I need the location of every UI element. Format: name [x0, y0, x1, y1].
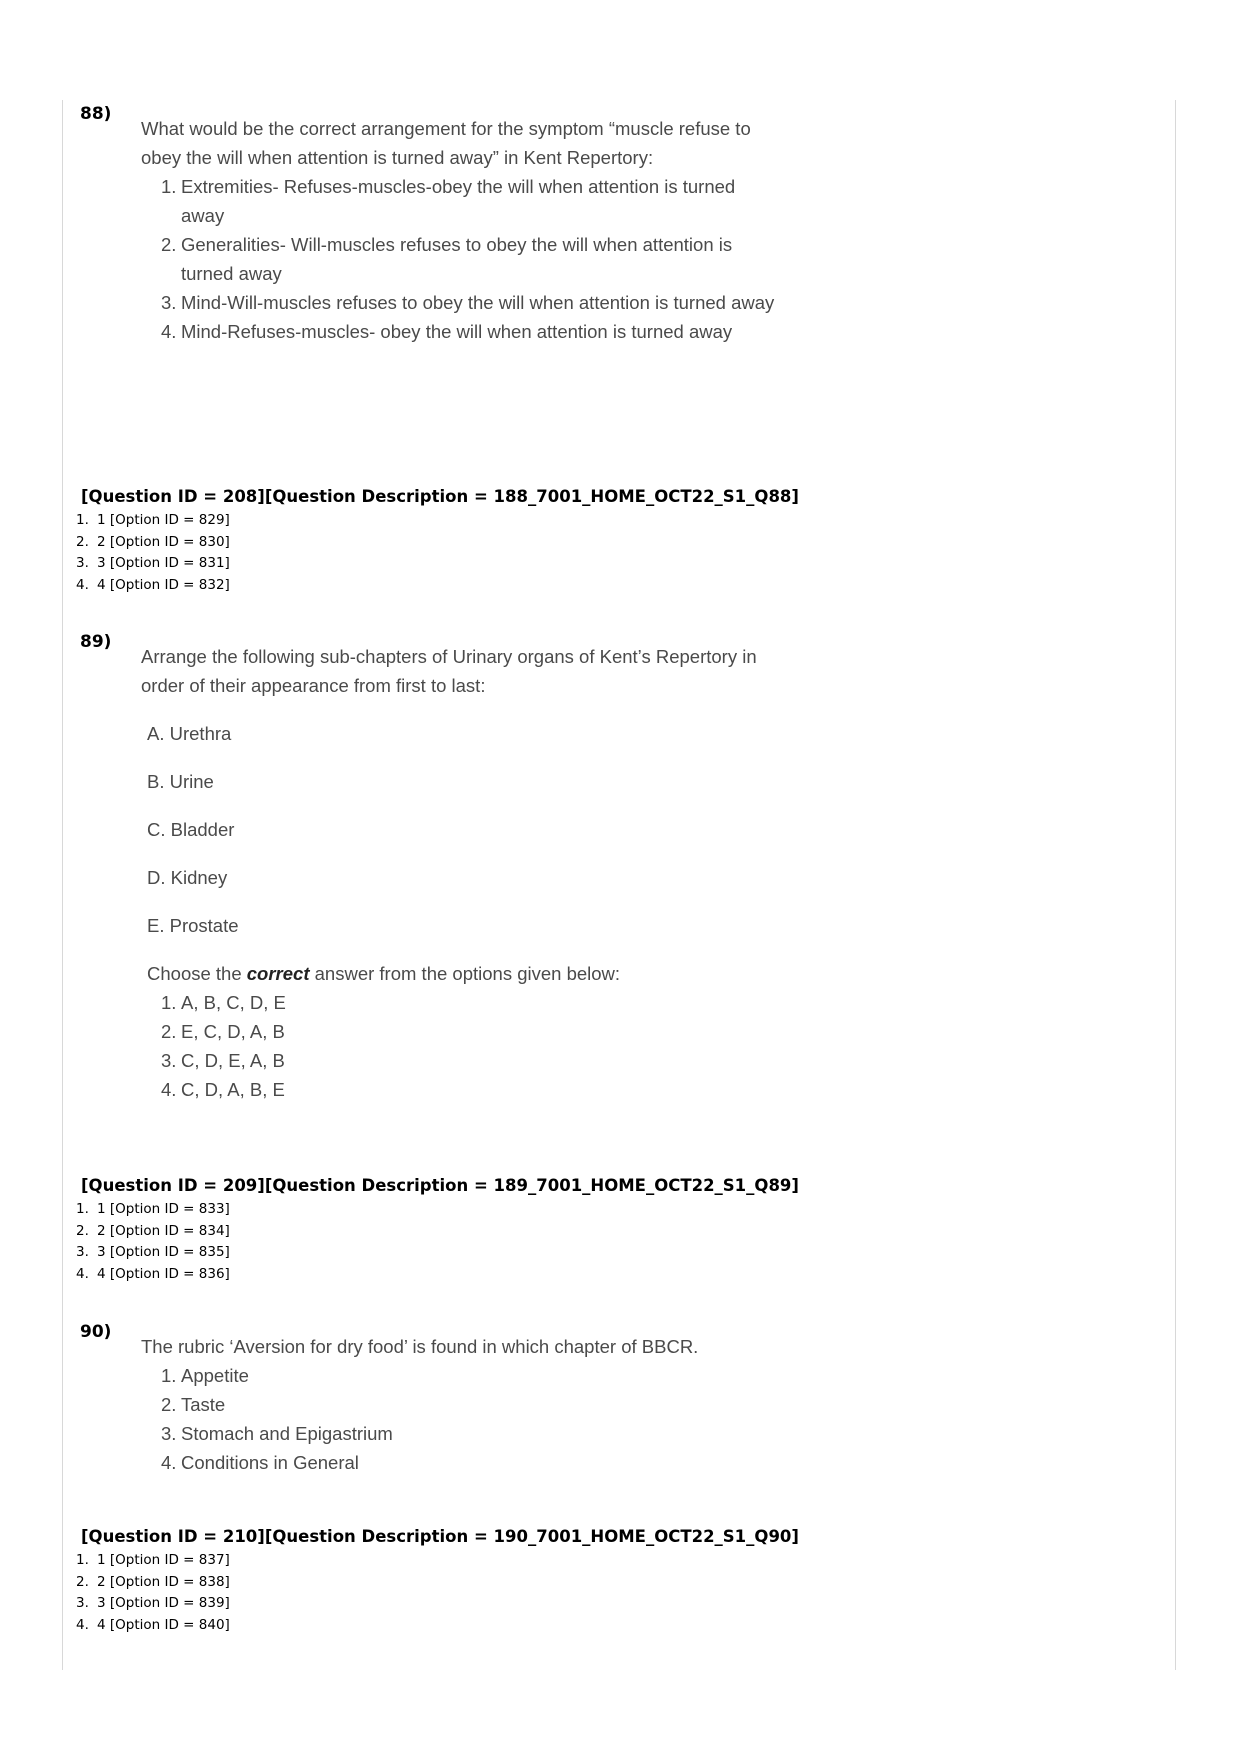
sub-chapter-item: B. Urine — [147, 771, 214, 792]
question-meta-209 — [76, 1176, 1160, 1286]
emphasis-correct: correct — [246, 963, 310, 984]
answer-option: 3. C, D, E, A, B — [161, 1050, 285, 1071]
choose-instruction: Choose the correct answer from the options given below: — [147, 963, 621, 984]
option-id-item: 1. 1 [Option ID = 837] — [76, 1552, 230, 1568]
question-id-header: [Question ID = 209][Question Description = 189_7001_HOME_OCT22_S1_Q89] — [81, 1176, 799, 1195]
option-id-item: 4. 4 [Option ID = 836] — [76, 1266, 230, 1283]
option-id-item: 2. 2 [Option ID = 834] — [76, 1222, 230, 1239]
option-id-item: 3. 3 [Option ID = 835] — [76, 1244, 230, 1261]
option-id-item: 1. 1 [Option ID = 829] — [76, 512, 230, 528]
question-stem: What would be the correct arrangement for the symptom “muscle refuse to obey the will when attention is turned away” in Kent Repertory: — [141, 118, 751, 168]
question-id-header: [Question ID = 210][Question Description = 190_7001_HOME_OCT22_S1_Q90] — [81, 1527, 799, 1546]
answer-options — [141, 1361, 781, 1477]
option-id-list — [76, 1199, 1160, 1286]
answer-option: 1. Extremities- Refuses-muscles-obey the will when attention is turned away — [161, 176, 736, 226]
answer-option: 3. Stomach and Epigastrium — [161, 1423, 393, 1444]
sub-chapter-item: E. Prostate — [147, 915, 239, 936]
answer-option: 1. Appetite — [161, 1365, 249, 1386]
question-body — [141, 1332, 781, 1477]
answer-option: 1. A, B, C, D, E — [161, 992, 286, 1013]
answer-options — [141, 172, 781, 346]
option-id-item: 4. 4 [Option ID = 832] — [76, 577, 230, 594]
answer-option: 2. Generalities- Will-muscles refuses to obey the will when attention is turned away — [161, 234, 733, 284]
question-number: 90) — [80, 1322, 112, 1342]
option-id-item: 3. 3 [Option ID = 831] — [76, 555, 230, 572]
sub-chapter-item: D. Kidney — [147, 867, 228, 888]
option-id-item: 1. 1 [Option ID = 833] — [76, 1201, 230, 1217]
question-number: 89) — [80, 632, 112, 652]
answer-option: 2. Taste — [161, 1394, 226, 1415]
question-body — [141, 642, 801, 1104]
option-id-item: 2. 2 [Option ID = 830] — [76, 533, 230, 550]
page-border-right — [1175, 100, 1176, 1670]
option-id-list — [76, 1550, 1160, 1637]
sub-chapter-item: A. Urethra — [147, 723, 232, 744]
question-stem: Arrange the following sub-chapters of Urinary organs of Kent’s Repertory in order of their appearance from first to last: — [141, 646, 757, 696]
option-id-item: 4. 4 [Option ID = 840] — [76, 1617, 230, 1634]
answer-option: 4. C, D, A, B, E — [161, 1079, 285, 1100]
answer-option: 4. Mind-Refuses-muscles- obey the will when attention is turned away — [161, 321, 733, 342]
page-border-left — [62, 100, 63, 1670]
question-id-header: [Question ID = 208][Question Description = 188_7001_HOME_OCT22_S1_Q88] — [81, 487, 799, 506]
answer-option: 4. Conditions in General — [161, 1452, 359, 1473]
answer-options — [141, 988, 801, 1104]
sub-chapter-item: C. Bladder — [147, 819, 235, 840]
option-id-item: 3. 3 [Option ID = 839] — [76, 1595, 230, 1612]
question-stem: The rubric ‘Aversion for dry food’ is found in which chapter of BBCR. — [141, 1336, 699, 1357]
option-id-item: 2. 2 [Option ID = 838] — [76, 1573, 230, 1590]
option-id-list — [76, 510, 1160, 597]
sub-chapter-list — [141, 719, 801, 959]
question-body — [141, 114, 781, 346]
answer-option: 2. E, C, D, A, B — [161, 1021, 285, 1042]
question-meta-210 — [76, 1527, 1160, 1637]
question-number: 88) — [80, 104, 112, 124]
answer-option: 3. Mind-Will-muscles refuses to obey the will when attention is turned away — [161, 292, 775, 313]
question-meta-208 — [76, 487, 1160, 597]
